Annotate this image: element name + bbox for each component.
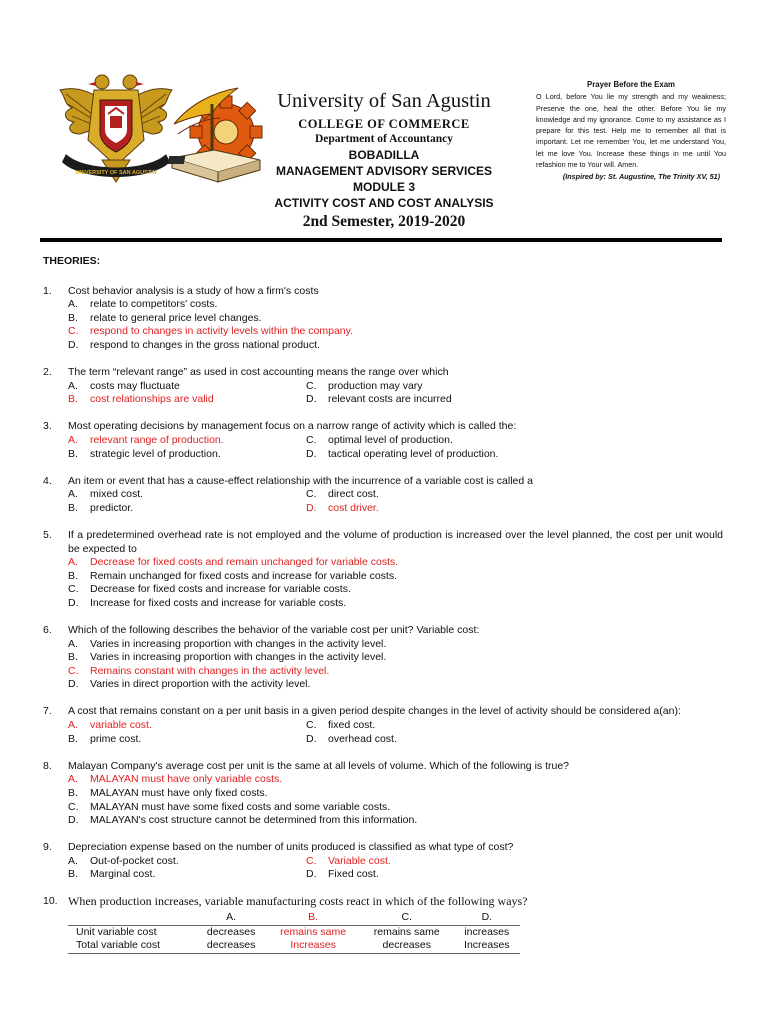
table-row <box>68 939 520 953</box>
question-text: The term “relevant range” as used in cost accounting means the range over which <box>68 366 449 379</box>
question-text: When production increases, variable manufacturing costs react in which of the following ways? <box>68 894 528 909</box>
question-text: If a predetermined overhead rate is not employed and the volume of production is increased over the level planned, the cost per unit would be expected to <box>68 528 723 555</box>
option-a-answer[interactable]: A. variable cost. <box>68 719 152 732</box>
header-divider <box>40 238 722 242</box>
option-b-answer[interactable]: B. cost relationships are valid <box>68 393 214 406</box>
column-header-d[interactable]: D. <box>454 911 520 925</box>
questions-section <box>43 255 723 954</box>
option-a[interactable]: A. Varies in increasing proportion with changes in the activity level. <box>68 637 387 650</box>
option-d[interactable]: D. Varies in direct proportion with the activity level. <box>68 678 311 691</box>
table-cell: Increases <box>266 939 360 953</box>
option-a[interactable]: A. costs may fluctuate <box>68 379 180 392</box>
option-b[interactable]: B. relate to general price level changes. <box>68 311 262 324</box>
question-number: 8. <box>43 759 52 772</box>
question-10 <box>43 895 723 953</box>
option-c[interactable]: C. direct cost. <box>306 488 379 501</box>
option-b[interactable]: B. prime cost. <box>68 732 142 745</box>
row-label: Unit variable cost <box>76 925 157 938</box>
question-number: 3. <box>43 420 52 433</box>
option-d[interactable]: D. overhead cost. <box>306 732 397 745</box>
table-cell: Increases <box>454 939 520 953</box>
question-number: 10. <box>43 895 58 908</box>
option-b[interactable]: B. strategic level of production. <box>68 447 221 460</box>
question-2 <box>43 366 723 407</box>
option-a-answer[interactable]: A. MALAYAN must have only variable costs. <box>68 773 283 786</box>
option-d-answer[interactable]: D. cost driver. <box>306 501 379 514</box>
option-c-answer[interactable]: C. Remains constant with changes in the activity level. <box>68 664 330 677</box>
option-d[interactable]: D. respond to changes in the gross national product. <box>68 338 320 351</box>
subject-name: MANAGEMENT ADVISORY SERVICES <box>275 164 493 178</box>
table-cell: remains same <box>280 925 347 938</box>
prayer-title: Prayer Before the Exam <box>587 80 675 89</box>
question-number: 4. <box>43 474 52 487</box>
option-d[interactable]: D. Fixed cost. <box>306 868 379 881</box>
option-a[interactable]: A. relate to competitors' costs. <box>68 298 218 311</box>
question-number: 1. <box>43 284 52 297</box>
question-text: Most operating decisions by management focus on a narrow range of activity which is called the: <box>68 420 517 433</box>
question-text: Cost behavior analysis is a study of how a firm's costs <box>68 284 319 297</box>
svg-text:UNIVERSITY OF SAN AGUSTIN: UNIVERSITY OF SAN AGUSTIN <box>75 170 157 176</box>
prayer-citation: (Inspired by: St. Augustine, The Trinity XV, 51) <box>562 172 720 182</box>
question-text: A cost that remains constant on a per unit basis in a given period despite changes in the level of activity should be considered a(an): <box>68 705 681 718</box>
question-number: 5. <box>43 528 52 541</box>
university-name: University of San Agustin <box>277 90 491 112</box>
question-text: An item or event that has a cause-effect relationship with the incurrence of a variable cost is called a <box>68 474 533 487</box>
option-c-answer[interactable]: C. respond to changes in activity levels within the company. <box>68 325 354 338</box>
semester: 2nd Semester, 2019-2020 <box>302 213 466 230</box>
option-b[interactable]: B. Varies in increasing proportion with changes in the activity level. <box>68 651 387 664</box>
option-d[interactable]: D. tactical operating level of production. <box>306 447 499 460</box>
question-1 <box>43 285 723 353</box>
column-header-a[interactable]: A. <box>196 911 266 925</box>
option-c[interactable]: C. optimal level of production. <box>306 433 453 446</box>
question-number: 7. <box>43 705 52 718</box>
option-a-answer[interactable]: A. relevant range of production. <box>68 433 224 446</box>
question-number: 2. <box>43 366 52 379</box>
table-cell: decreases <box>360 939 454 953</box>
question-text: Malayan Company's average cost per unit is the same at all levels of volume. Which of the following is true? <box>68 759 569 772</box>
question-5 <box>43 529 723 611</box>
table-row <box>68 925 520 939</box>
option-d[interactable]: D. MALAYAN's cost structure cannot be determined from this information. <box>68 814 418 827</box>
question-8 <box>43 760 723 828</box>
table-cell: decreases <box>196 939 266 953</box>
question-4 <box>43 475 723 516</box>
question-6 <box>43 624 723 692</box>
topic-name: ACTIVITY COST AND COST ANALYSIS <box>274 196 494 210</box>
question-text: Which of the following describes the behavior of the variable cost per unit? Variable cost: <box>68 623 480 636</box>
question-text: Depreciation expense based on the number of units produced is classified as what type of cost? <box>68 841 514 854</box>
answer-table <box>68 911 520 954</box>
column-header-c[interactable]: C. <box>360 911 454 925</box>
module-name: MODULE 3 <box>352 180 415 194</box>
option-c[interactable]: C. Decrease for fixed costs and increase for variable costs. <box>68 583 351 596</box>
table-cell: decreases <box>206 925 256 938</box>
question-9 <box>43 841 723 882</box>
option-b[interactable]: B. Remain unchanged for fixed costs and increase for variable costs. <box>68 569 397 582</box>
option-c[interactable]: C. MALAYAN must have some fixed costs and some variable costs. <box>68 800 391 813</box>
row-label: Total variable cost <box>68 939 196 953</box>
college-name: COLLEGE OF COMMERCE <box>298 117 470 131</box>
prayer-box <box>536 79 726 183</box>
question-number: 6. <box>43 623 52 636</box>
table-cell: increases <box>464 925 510 938</box>
department-name: Department of Accountancy <box>315 133 453 145</box>
section-title: THEORIES: <box>43 255 101 267</box>
option-d[interactable]: D. Increase for fixed costs and increase for variable costs. <box>68 596 347 609</box>
table-cell: remains same <box>373 925 440 938</box>
option-b[interactable]: B. Marginal cost. <box>68 868 156 881</box>
option-c[interactable]: C. fixed cost. <box>306 719 376 732</box>
option-c-answer[interactable]: C. Variable cost. <box>306 854 391 867</box>
question-number: 9. <box>43 841 52 854</box>
column-header-b-answer[interactable]: B. <box>266 911 360 925</box>
option-b[interactable]: B. predictor. <box>68 501 134 514</box>
option-c[interactable]: C. production may vary <box>306 379 423 392</box>
question-7 <box>43 705 723 746</box>
question-3 <box>43 420 723 461</box>
campus-name: BOBADILLA <box>348 148 420 162</box>
university-seal-logo <box>52 70 180 192</box>
option-a[interactable]: A. mixed cost. <box>68 488 144 501</box>
header-block <box>246 88 522 232</box>
prayer-body: O Lord, before You lie my strength and my weakness; Preserve the one, heal the other. Before You lie my knowledge and my ignorance. Come to my assistance as I prepare for this test. Help me to remember all that is important. Let me remember You, let me understand You, let me love You. Increase these things in me until You refashion me to Your will. Amen. <box>536 92 726 170</box>
option-a-answer[interactable]: A. Decrease for fixed costs and remain unchanged for variable costs. <box>68 556 399 569</box>
option-d[interactable]: D. relevant costs are incurred <box>306 393 452 406</box>
option-b[interactable]: B. MALAYAN must have only fixed costs. <box>68 786 268 799</box>
option-a[interactable]: A. Out-of-pocket cost. <box>68 854 179 867</box>
